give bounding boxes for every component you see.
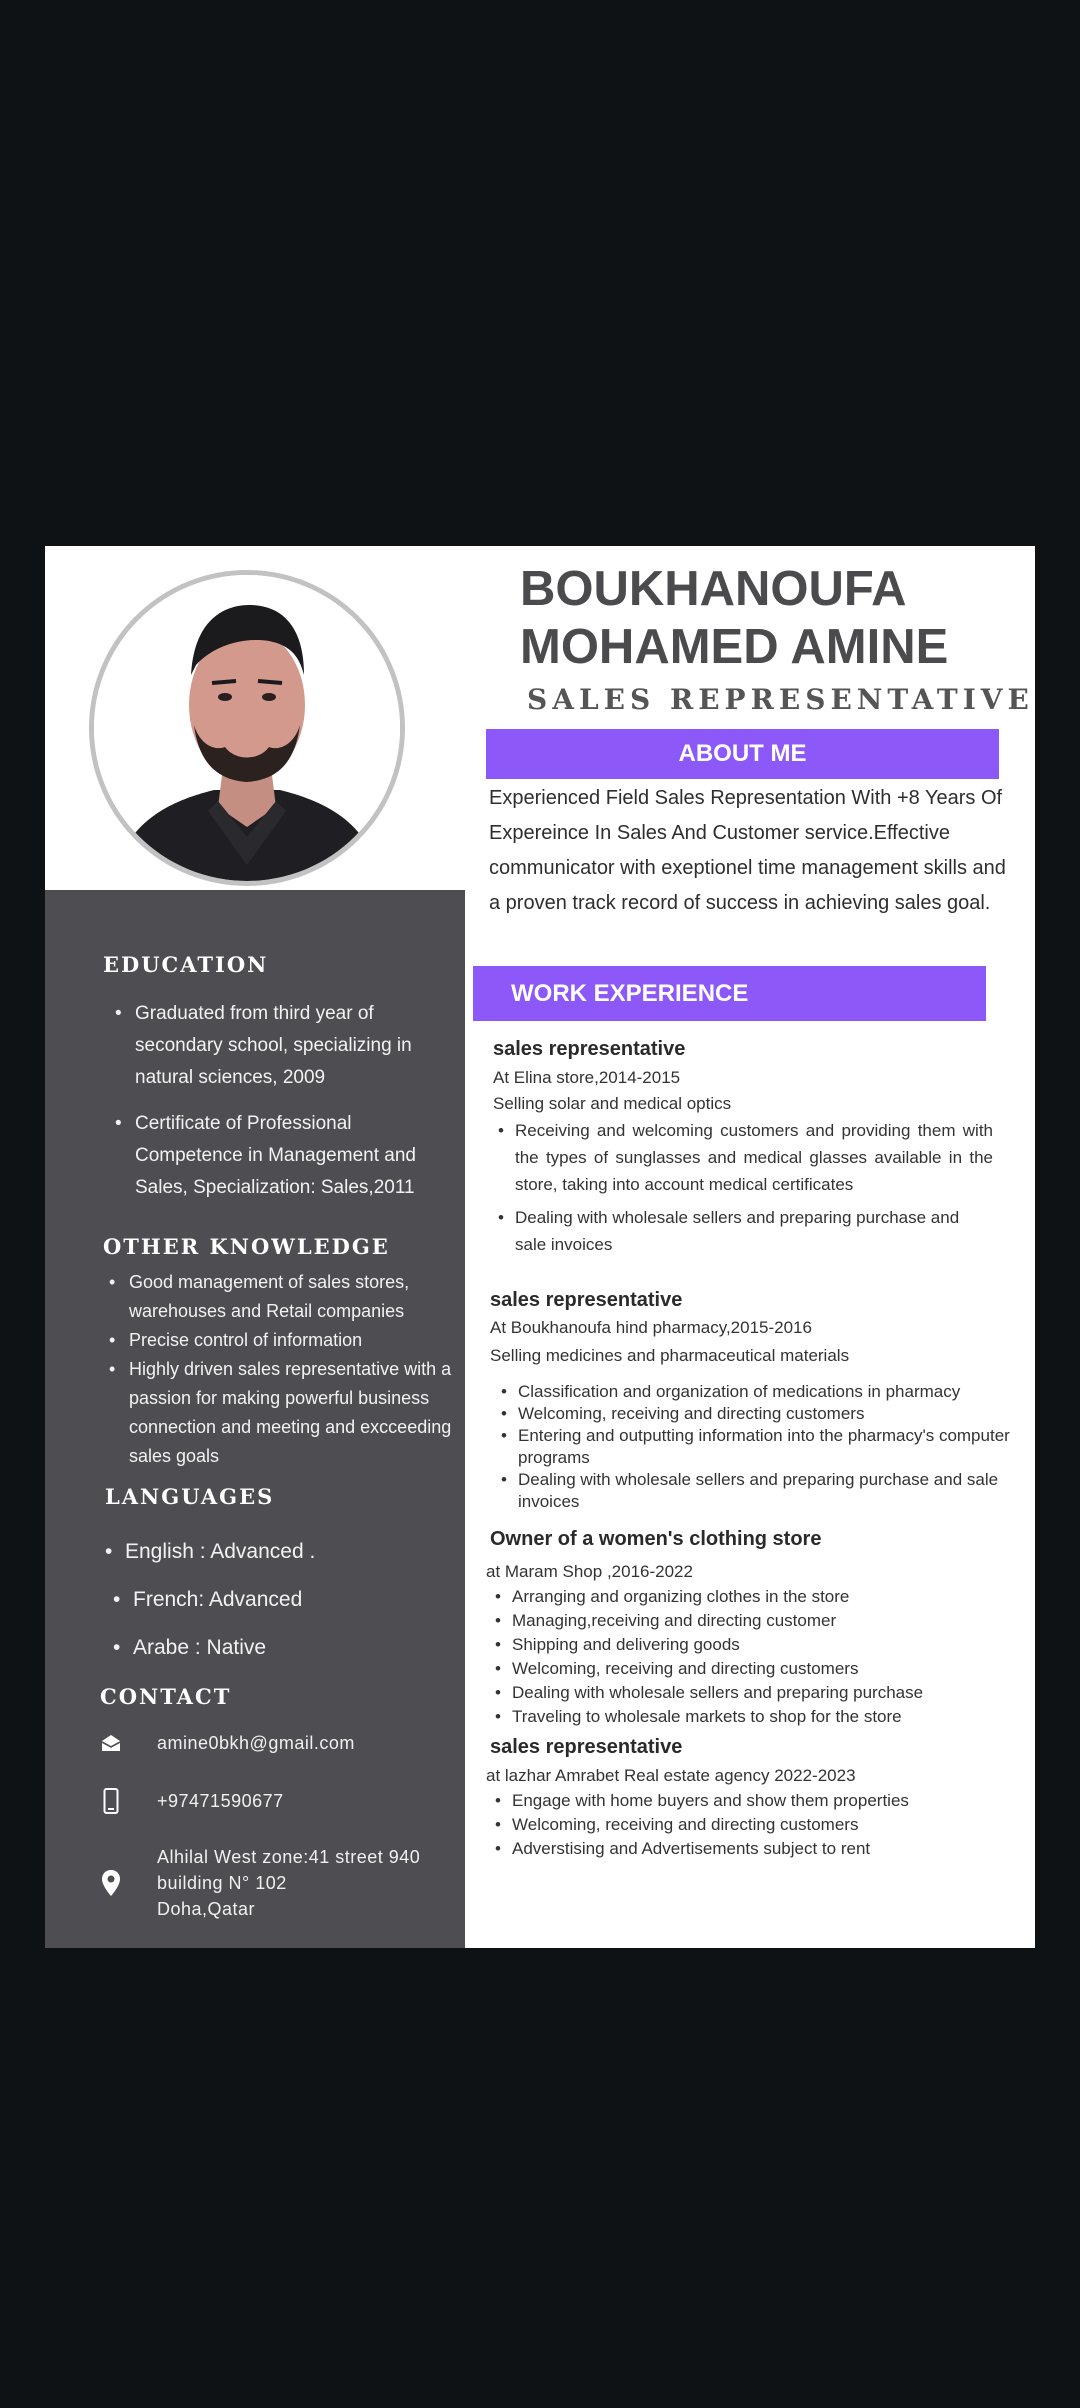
list-item: • Precise control of information: [109, 1326, 459, 1355]
job-duties: [490, 1789, 1010, 1861]
job-title: sales representative: [493, 1038, 686, 1060]
job-duties: [493, 1117, 993, 1258]
job-4: [486, 1736, 1010, 1861]
languages-list: [105, 1528, 445, 1672]
about-title: ABOUT ME: [678, 740, 807, 767]
list-item: • Dealing with wholesale sellers and preparing purchase: [490, 1681, 1010, 1705]
education-list: [115, 998, 435, 1204]
list-item: • Welcoming, receiving and directing customers: [496, 1403, 1030, 1425]
job-place: At Elina store,2014-2015: [493, 1068, 681, 1087]
list-item: • Highly driven sales representative with a passion for making powerful business connection and meeting and excceeding sales goals: [109, 1355, 459, 1471]
list-item: • Welcoming, receiving and directing customers: [490, 1657, 1010, 1681]
list-item: • Welcoming, receiving and directing customers: [490, 1813, 1010, 1837]
languages-heading: LANGUAGES: [105, 1484, 275, 1509]
knowledge-heading: OTHER KNOWLEDGE: [103, 1234, 390, 1259]
profile-photo: [89, 570, 405, 886]
education-heading: EDUCATION: [103, 952, 269, 977]
location-pin-icon: [100, 1844, 122, 1922]
envelope-icon: [100, 1730, 122, 1756]
list-item: • Certificate of Professional Competence in Management and Sales, Specialization: Sales,2011: [115, 1108, 435, 1204]
email-text[interactable]: amine0bkh@gmail.com: [157, 1733, 355, 1753]
list-item: • Adverstising and Advertisements subject to rent: [490, 1837, 1010, 1861]
list-item: • English : Advanced .: [105, 1528, 445, 1576]
job-role: SALES REPRESENTATIVE: [527, 683, 1034, 716]
list-item: • Arranging and organizing clothes in the store: [490, 1585, 1010, 1609]
job-title: Owner of a women's clothing store: [490, 1528, 822, 1550]
list-item: • Engage with home buyers and show them properties: [490, 1789, 1010, 1813]
sidebar: [45, 890, 465, 1948]
about-banner: [486, 729, 999, 779]
job-description: Selling medicines and pharmaceutical materials: [490, 1346, 850, 1365]
name-line-1: BOUKHANOUFA: [520, 562, 907, 616]
address-line: Alhilal West zone:41 street 940: [157, 1847, 421, 1867]
work-banner: [473, 966, 986, 1021]
full-name: [520, 560, 948, 676]
job-place: At Boukhanoufa hind pharmacy,2015-2016: [490, 1318, 812, 1337]
address-line: building N° 102: [157, 1873, 287, 1893]
job-3: [486, 1528, 1010, 1729]
job-title: sales representative: [490, 1289, 683, 1311]
address-text: [157, 1844, 420, 1922]
job-description: Selling solar and medical optics: [493, 1094, 732, 1113]
job-1: [493, 1038, 993, 1258]
about-text: Experienced Field Sales Representation With +8 Years Of Expereince In Sales And Customer service.Effective communicator with exeptionel time management skills and a proven track record of success in achieving sales goal.: [489, 787, 1006, 914]
contact-phone: [100, 1788, 284, 1814]
list-item: • Arabe : Native: [113, 1624, 445, 1672]
list-item: • Classification and organization of medications in pharmacy: [496, 1381, 1030, 1403]
list-item: • Receiving and welcoming customers and providing them with the types of sunglasses and medical glasses available in the store, taking into account medical certificates: [493, 1117, 993, 1198]
list-item: • French: Advanced: [113, 1576, 445, 1624]
name-line-2: MOHAMED AMINE: [520, 620, 949, 674]
knowledge-list: [109, 1268, 459, 1471]
contact-heading: CONTACT: [100, 1684, 232, 1709]
list-item: • Graduated from third year of secondary school, specializing in natural sciences, 2009: [115, 998, 435, 1094]
job-place: at Maram Shop ,2016-2022: [486, 1562, 693, 1581]
contact-address: [100, 1844, 420, 1922]
job-2: [490, 1289, 1030, 1513]
person-portrait-icon: [94, 575, 400, 881]
list-item: • Shipping and delivering goods: [490, 1633, 1010, 1657]
work-title: WORK EXPERIENCE: [511, 979, 749, 1007]
job-duties: [490, 1585, 1010, 1729]
job-place: at lazhar Amrabet Real estate agency 2022-2023: [486, 1766, 856, 1785]
phone-icon: [100, 1788, 122, 1814]
address-line: Doha,Qatar: [157, 1899, 256, 1919]
list-item: • Dealing with wholesale sellers and preparing purchase and sale invoices: [493, 1204, 993, 1258]
job-duties: [490, 1381, 1030, 1513]
phone-text[interactable]: +97471590677: [157, 1791, 284, 1811]
list-item: • Good management of sales stores, warehouses and Retail companies: [109, 1268, 459, 1326]
contact-email: [100, 1730, 355, 1756]
job-title: sales representative: [490, 1736, 683, 1758]
list-item: • Entering and outputting information into the pharmacy's computer programs: [496, 1425, 1030, 1469]
list-item: • Managing,receiving and directing customer: [490, 1609, 1010, 1633]
list-item: • Dealing with wholesale sellers and preparing purchase and sale invoices: [496, 1469, 1030, 1513]
resume-page: [45, 546, 1035, 1948]
list-item: • Traveling to wholesale markets to shop for the store: [490, 1705, 1010, 1729]
